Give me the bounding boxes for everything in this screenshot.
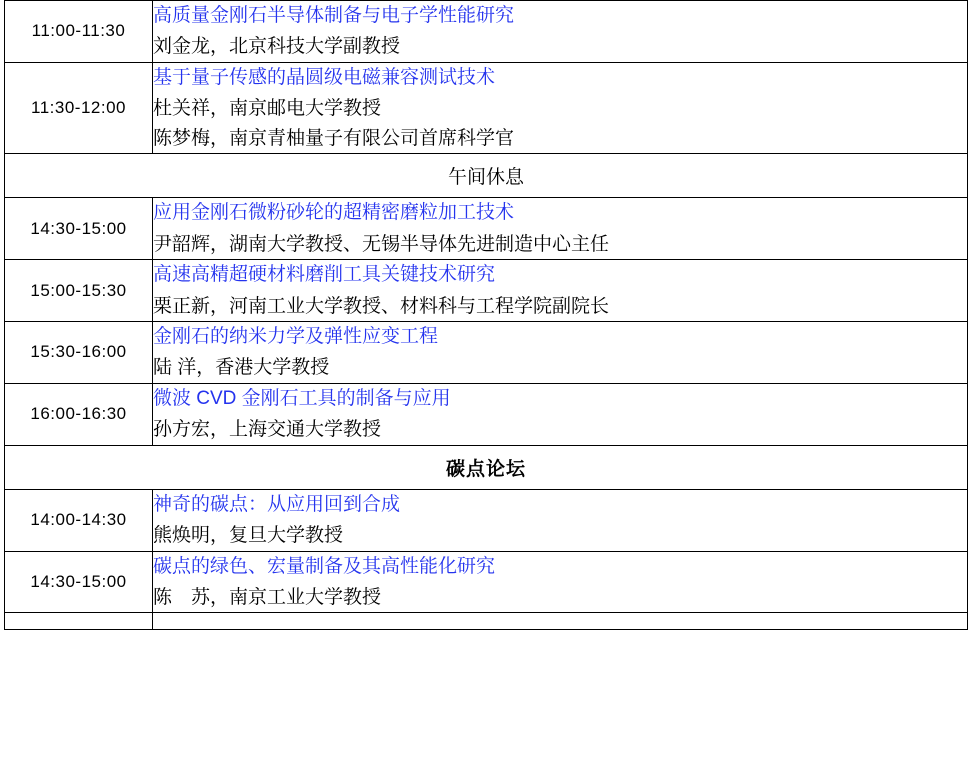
talk-speaker: 陆 洋，香港大学教授 [153, 357, 330, 379]
talk-speaker: 陈梦梅，南京青柚量子有限公司首席科学官 [153, 127, 515, 149]
talk-title: 神奇的碳点：从应用回到合成 [153, 493, 401, 515]
break-row [5, 154, 968, 198]
table-row [5, 321, 968, 383]
talk-speaker: 刘金龙，北京科技大学副教授 [153, 36, 401, 58]
talk-speaker: 熊焕明，复旦大学教授 [153, 525, 344, 547]
talk-title: 高速高精超硬材料磨削工具关键技术研究 [153, 264, 496, 286]
session-time-empty [5, 613, 153, 630]
session-content [153, 489, 968, 551]
session-content [153, 1, 968, 63]
talk-speaker: 尹韶辉，湖南大学教授、无锡半导体先进制造中心主任 [153, 233, 610, 255]
table-row [5, 62, 968, 153]
talk-title: 应用金刚石微粉砂轮的超精密磨粒加工技术 [153, 202, 515, 224]
session-time: 11:30-12:00 [5, 62, 153, 153]
talk-speaker: 栗正新，河南工业大学教授、材料科与工程学院副院长 [153, 295, 610, 317]
talk-speaker: 杜关祥，南京邮电大学教授 [153, 98, 382, 120]
session-time: 16:00-16:30 [5, 383, 153, 445]
table-row-partial [5, 613, 968, 630]
session-time: 11:00-11:30 [5, 1, 153, 63]
table-row [5, 489, 968, 551]
session-content-empty [153, 613, 968, 630]
talk-speaker: 孙方宏，上海交通大学教授 [153, 419, 382, 441]
session-content [153, 551, 968, 613]
table-row [5, 1, 968, 63]
session-time: 15:30-16:00 [5, 321, 153, 383]
talk-title: 碳点的绿色、宏量制备及其高性能化研究 [153, 555, 496, 577]
session-time: 14:30-15:00 [5, 551, 153, 613]
session-content [153, 321, 968, 383]
section-title: 碳点论坛 [5, 445, 968, 489]
section-header-row [5, 445, 968, 489]
table-row [5, 551, 968, 613]
session-content [153, 260, 968, 322]
table-row [5, 198, 968, 260]
session-time: 14:00-14:30 [5, 489, 153, 551]
session-content [153, 62, 968, 153]
talk-speaker: 陈 苏，南京工业大学教授 [153, 587, 382, 608]
break-label: 午间休息 [5, 154, 968, 198]
session-time: 14:30-15:00 [5, 198, 153, 260]
talk-title: 金刚石的纳米力学及弹性应变工程 [153, 325, 439, 347]
session-time: 15:00-15:30 [5, 260, 153, 322]
session-content [153, 383, 968, 445]
talk-title: 高质量金刚石半导体制备与电子学性能研究 [153, 5, 515, 26]
table-row [5, 383, 968, 445]
talk-title: 基于量子传感的晶圆级电磁兼容测试技术 [153, 66, 496, 88]
talk-title: 微波 CVD 金刚石工具的制备与应用 [153, 387, 451, 409]
session-content [153, 198, 968, 260]
table-row [5, 260, 968, 322]
schedule-body [5, 1, 968, 630]
schedule-table [4, 0, 968, 630]
